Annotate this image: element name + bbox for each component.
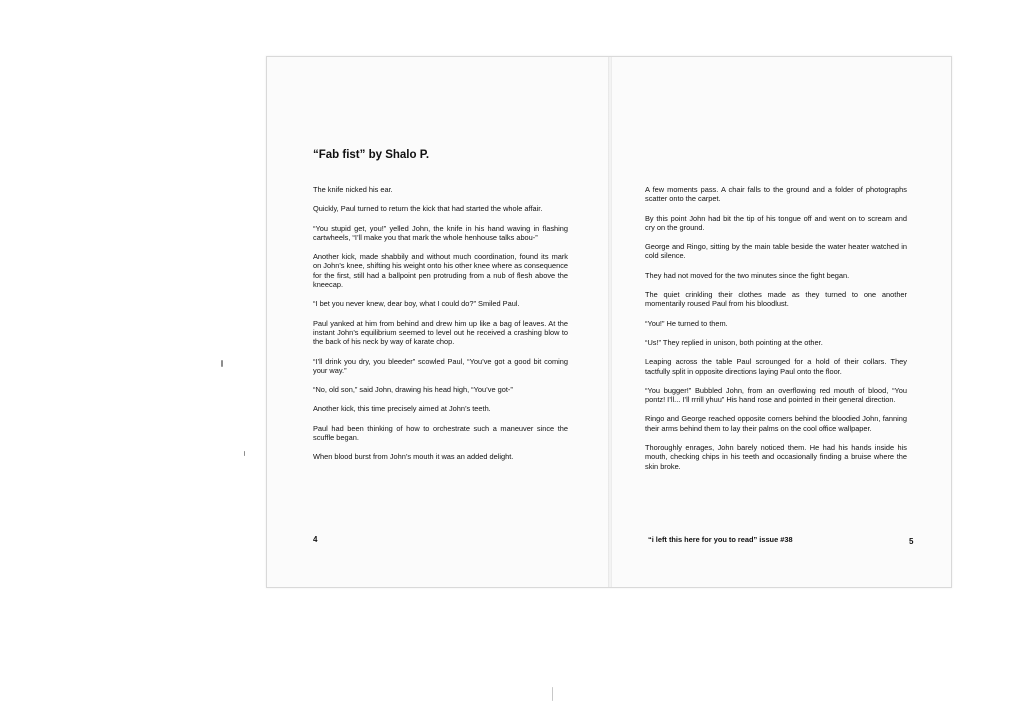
page-number-left: 4 — [313, 535, 318, 544]
scan-speck — [221, 360, 223, 367]
paragraph: Leaping across the table Paul scrounged for a hold of their collars. They tactfully split in opposite directions laying Paul onto the floor. — [645, 357, 907, 376]
paragraph: Another kick, this time precisely aimed at John’s teeth. — [313, 404, 491, 414]
page-number-right: 5 — [909, 537, 914, 546]
paragraph: Ringo and George reached opposite corners behind the bloodied John, fanning their arms behind them to lay their palms on the cool office wallpaper. — [645, 414, 907, 433]
right-text-column — [645, 185, 907, 481]
paragraph: “You!” He turned to them. — [645, 318, 728, 328]
paragraph: “I’ll drink you dry, you bleeder” scowled Paul, “You’ve got a good bit coming your way.” — [313, 356, 568, 375]
scan-speck — [244, 451, 245, 456]
paragraph: Paul had been thinking of how to orchestrate such a maneuver since the scuffle began. — [313, 423, 568, 443]
paragraph: A few moments pass. A chair falls to the ground and a folder of photographs scatter onto the carpet. — [645, 185, 907, 204]
paragraph: “I bet you never knew, dear boy, what I could do?” Smiled Paul. — [313, 299, 520, 309]
paragraph: By this point John had bit the tip of his tongue off and went on to scream and cry on the ground. — [645, 213, 907, 232]
paragraph: When blood burst from John’s mouth it was an added delight. — [313, 452, 514, 462]
paragraph: “You bugger!” Bubbled John, from an overflowing red mouth of blood, “You pontz! I’ll... I’ll rrrill yhuu” His hand rose and pointed in their general direction. — [645, 385, 907, 405]
open-booklet — [266, 56, 952, 588]
scan-speck — [552, 687, 553, 701]
paragraph: The knife nicked his ear. — [313, 185, 393, 194]
paragraph: George and Ringo, sitting by the main table beside the water heater watched in cold silence. — [645, 242, 907, 261]
paragraph: The quiet crinkling their clothes made as they turned to one another momentarily roused Paul from his bloodlust. — [645, 290, 907, 309]
issue-footer: “i left this here for you to read” issue #38 — [648, 535, 793, 544]
story-title: “Fab fist” by Shalo P. — [313, 149, 430, 161]
paragraph: Thoroughly enrages, John barely noticed them. He had his hands inside his mouth, checking chips in his teeth and occasionally finding a bruise where the skin broke. — [645, 443, 907, 471]
paragraph: Another kick, made shabbily and without much coordination, found its mark on John’s knee, shifting his weight onto his other knee where as consequence for the first, still had a ballpoint pen protruding from a nub of flesh above the kneecap. — [313, 252, 569, 290]
left-page — [267, 57, 610, 587]
right-page — [611, 57, 951, 587]
paragraph: “No, old son,” said John, drawing his head high, “You’ve got-” — [313, 385, 513, 395]
paragraph: “You stupid get, you!” yelled John, the knife in his hand waving in flashing cartwheels, “I’ll make you that mark the whole henhouse talks abou-” — [313, 223, 568, 242]
paragraph: They had not moved for the two minutes since the fight began. — [645, 270, 850, 280]
paragraph: “Us!” They replied in unison, both pointing at the other. — [645, 337, 823, 347]
left-text-column — [313, 185, 568, 472]
paragraph: Quickly, Paul turned to return the kick that had started the whole affair. — [313, 204, 543, 214]
paragraph: Paul yanked at him from behind and drew him up like a bag of leaves. At the instant John’s equilibrium seemed to level out he received a crashing blow to the back of his neck by way of karate chop. — [313, 318, 568, 347]
